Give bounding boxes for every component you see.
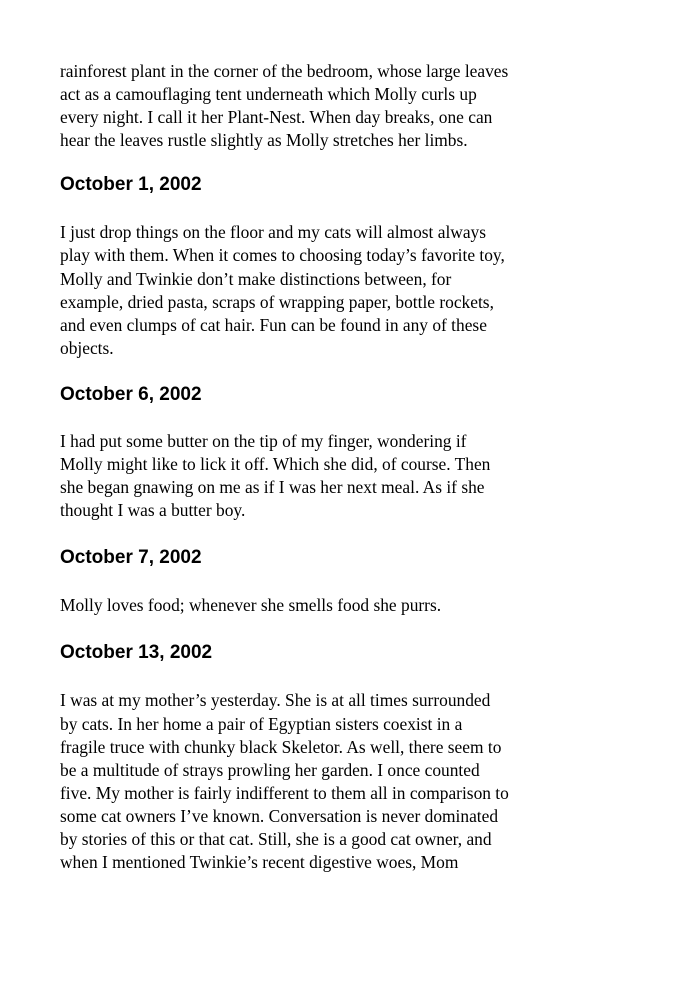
entry-date-heading: October 6, 2002 [60,383,202,405]
intro-paragraph [60,60,590,152]
paragraph-line: by cats. In her home a pair of Egyptian sisters coexist in a [60,713,463,734]
paragraph-line: when I mentioned Twinkie’s recent digestive woes, Mom [60,852,459,873]
entry-paragraph [60,221,590,360]
entry-date-heading: October 7, 2002 [60,547,202,569]
paragraph-line: be a multitude of strays prowling her garden. I once counted [60,759,480,780]
document-page [60,60,590,874]
entry-paragraph [60,689,590,874]
entry-date-heading: October 13, 2002 [60,642,213,664]
paragraph-line: thought I was a butter boy. [60,500,246,521]
paragraph-line: hear the leaves rustle slightly as Molly stretches her limbs. [60,130,468,151]
paragraph-line: Molly and Twinkie don’t make distinctions between, for [60,268,452,289]
paragraph-line: Molly might like to lick it off. Which she did, of course. Then [60,454,491,475]
paragraph-line: and even clumps of cat hair. Fun can be found in any of these [60,314,487,335]
paragraph-line: some cat owners I’ve known. Conversation is never dominated [60,805,499,826]
entry-paragraph [60,430,590,522]
paragraph-line: play with them. When it comes to choosing today’s favorite toy, [60,245,505,266]
paragraph-line: every night. I call it her Plant-Nest. When day breaks, one can [60,107,493,128]
paragraph-line: I was at my mother’s yesterday. She is at all times surrounded [60,690,491,711]
paragraph-line: objects. [60,337,114,358]
paragraph-line: rainforest plant in the corner of the bedroom, whose large leaves [60,61,509,81]
paragraph-line: by stories of this or that cat. Still, she is a good cat owner, and [60,828,492,849]
paragraph-line: act as a camouflaging tent underneath which Molly curls up [60,84,477,105]
paragraph-line: she began gnawing on me as if I was her next meal. As if she [60,477,485,498]
paragraph-line: I just drop things on the floor and my cats will almost always [60,222,487,243]
paragraph-line: five. My mother is fairly indifferent to them all in comparison to [60,782,509,803]
entry-date-heading: October 1, 2002 [60,174,202,196]
paragraph-line: fragile truce with chunky black Skeletor. As well, there seem to [60,736,502,757]
paragraph-line: Molly loves food; whenever she smells food she purrs. [60,595,442,616]
paragraph-line: example, dried pasta, scraps of wrapping paper, bottle rockets, [60,291,494,312]
entry-paragraph [60,594,590,617]
paragraph-line: I had put some butter on the tip of my finger, wondering if [60,430,467,451]
